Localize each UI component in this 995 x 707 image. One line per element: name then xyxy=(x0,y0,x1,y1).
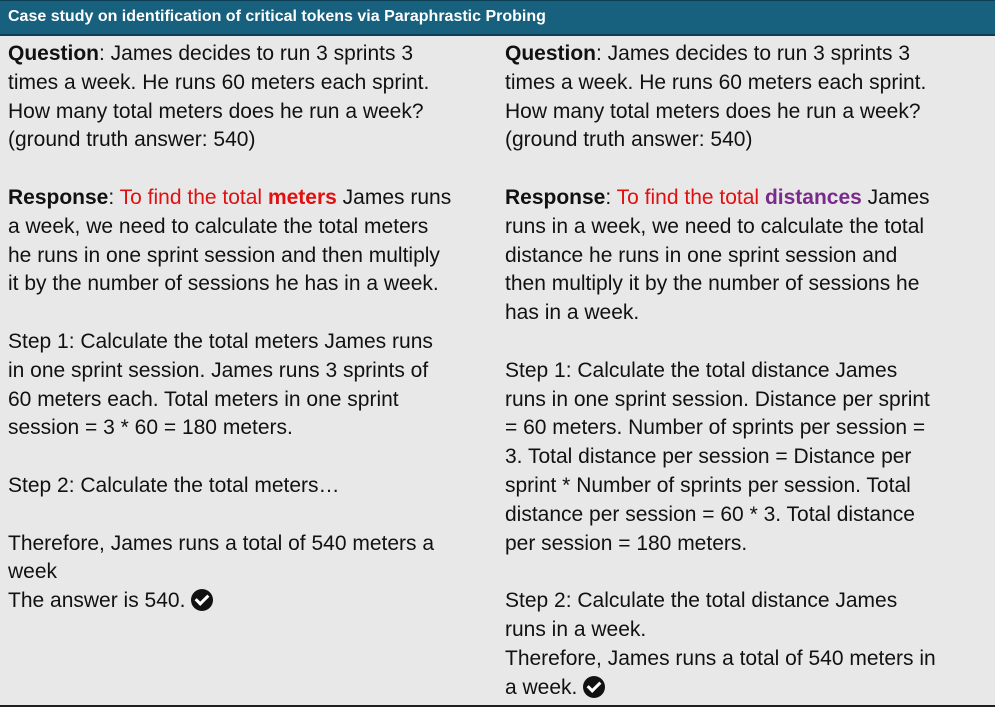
response-line: has in a week. xyxy=(505,301,640,325)
response-line: he runs in one sprint session and then multiply xyxy=(8,243,440,267)
left-column xyxy=(0,36,497,702)
step1-line: Step 1: Calculate the total meters James runs xyxy=(8,329,433,353)
right-column xyxy=(497,36,995,702)
response-line: Response: To find the total meters James runs xyxy=(8,185,452,209)
spacer xyxy=(505,155,981,184)
spacer xyxy=(8,299,493,328)
step1-line: 3. Total distance per session = Distance per xyxy=(505,445,912,469)
critical-token: meters xyxy=(267,185,337,209)
step1-line: distance per session = 60 * 3. Total distance xyxy=(505,502,915,526)
step1-line: 60 meters each. Total meters in one sprint xyxy=(8,387,399,411)
step1-line: = 60 meters. Number of sprints per session = xyxy=(505,416,926,440)
response-line: distance he runs in one sprint session and xyxy=(505,243,898,267)
therefore-line: Therefore, James runs a total of 540 meters a xyxy=(8,531,435,555)
question-line: Question: James decides to run 3 sprints 3 xyxy=(505,42,911,65)
paraphrased-token: distances xyxy=(764,185,862,209)
response-line: Response: To find the total distances James xyxy=(505,185,930,209)
step1-line: runs in one sprint session. Distance per sprint xyxy=(505,387,930,411)
step1-line: Step 1: Calculate the total distance James xyxy=(505,358,898,382)
question-line: times a week. He runs 60 meters each sprint. xyxy=(505,70,927,94)
therefore-line: week xyxy=(8,560,58,584)
check-circle-icon xyxy=(191,589,213,611)
question-line: How many total meters does he run a week? xyxy=(505,99,921,123)
response-label: Response xyxy=(505,185,606,209)
answer-line: The answer is 540. xyxy=(8,587,493,616)
question-label: Question xyxy=(8,42,100,65)
response-line: a week, we need to calculate the total meters xyxy=(8,214,429,238)
response-label: Response xyxy=(8,185,109,209)
therefore-line: Therefore, James runs a total of 540 meters in xyxy=(505,646,936,670)
question-line: (ground truth answer: 540) xyxy=(505,128,753,152)
step2-line: runs in a week. xyxy=(505,617,647,641)
step1-line: session = 3 * 60 = 180 meters. xyxy=(8,416,293,440)
spacer xyxy=(8,155,493,184)
spacer xyxy=(8,443,493,472)
response-line: then multiply it by the number of sessions he xyxy=(505,272,920,296)
step1-line: sprint * Number of sprints per session. Total xyxy=(505,473,911,497)
comparison-columns xyxy=(0,36,995,702)
question-line: (ground truth answer: 540) xyxy=(8,128,256,152)
spacer xyxy=(8,501,493,530)
check-circle-icon xyxy=(583,676,605,698)
question-line: How many total meters does he run a week? xyxy=(8,99,424,123)
response-prefix: To find the total xyxy=(616,185,765,209)
question-label: Question xyxy=(505,42,597,65)
response-prefix: To find the total xyxy=(119,185,268,209)
spacer xyxy=(505,558,981,587)
question-line: Question: James decides to run 3 sprints 3 xyxy=(8,42,414,65)
step2-line: Step 2: Calculate the total distance James xyxy=(505,589,898,613)
response-line: runs in a week, we need to calculate the total xyxy=(505,214,925,238)
step1-line: per session = 180 meters. xyxy=(505,531,748,555)
step1-line: in one sprint session. James runs 3 sprints of xyxy=(8,358,429,382)
step2-line: Step 2: Calculate the total meters… xyxy=(8,473,340,497)
panel-title: Case study on identification of critical tokens via Paraphrastic Probing xyxy=(0,0,995,36)
response-line: it by the number of sessions he has in a week. xyxy=(8,272,439,296)
spacer xyxy=(505,328,981,357)
therefore-line: a week. xyxy=(505,674,981,703)
question-line: times a week. He runs 60 meters each sprint. xyxy=(8,70,430,94)
